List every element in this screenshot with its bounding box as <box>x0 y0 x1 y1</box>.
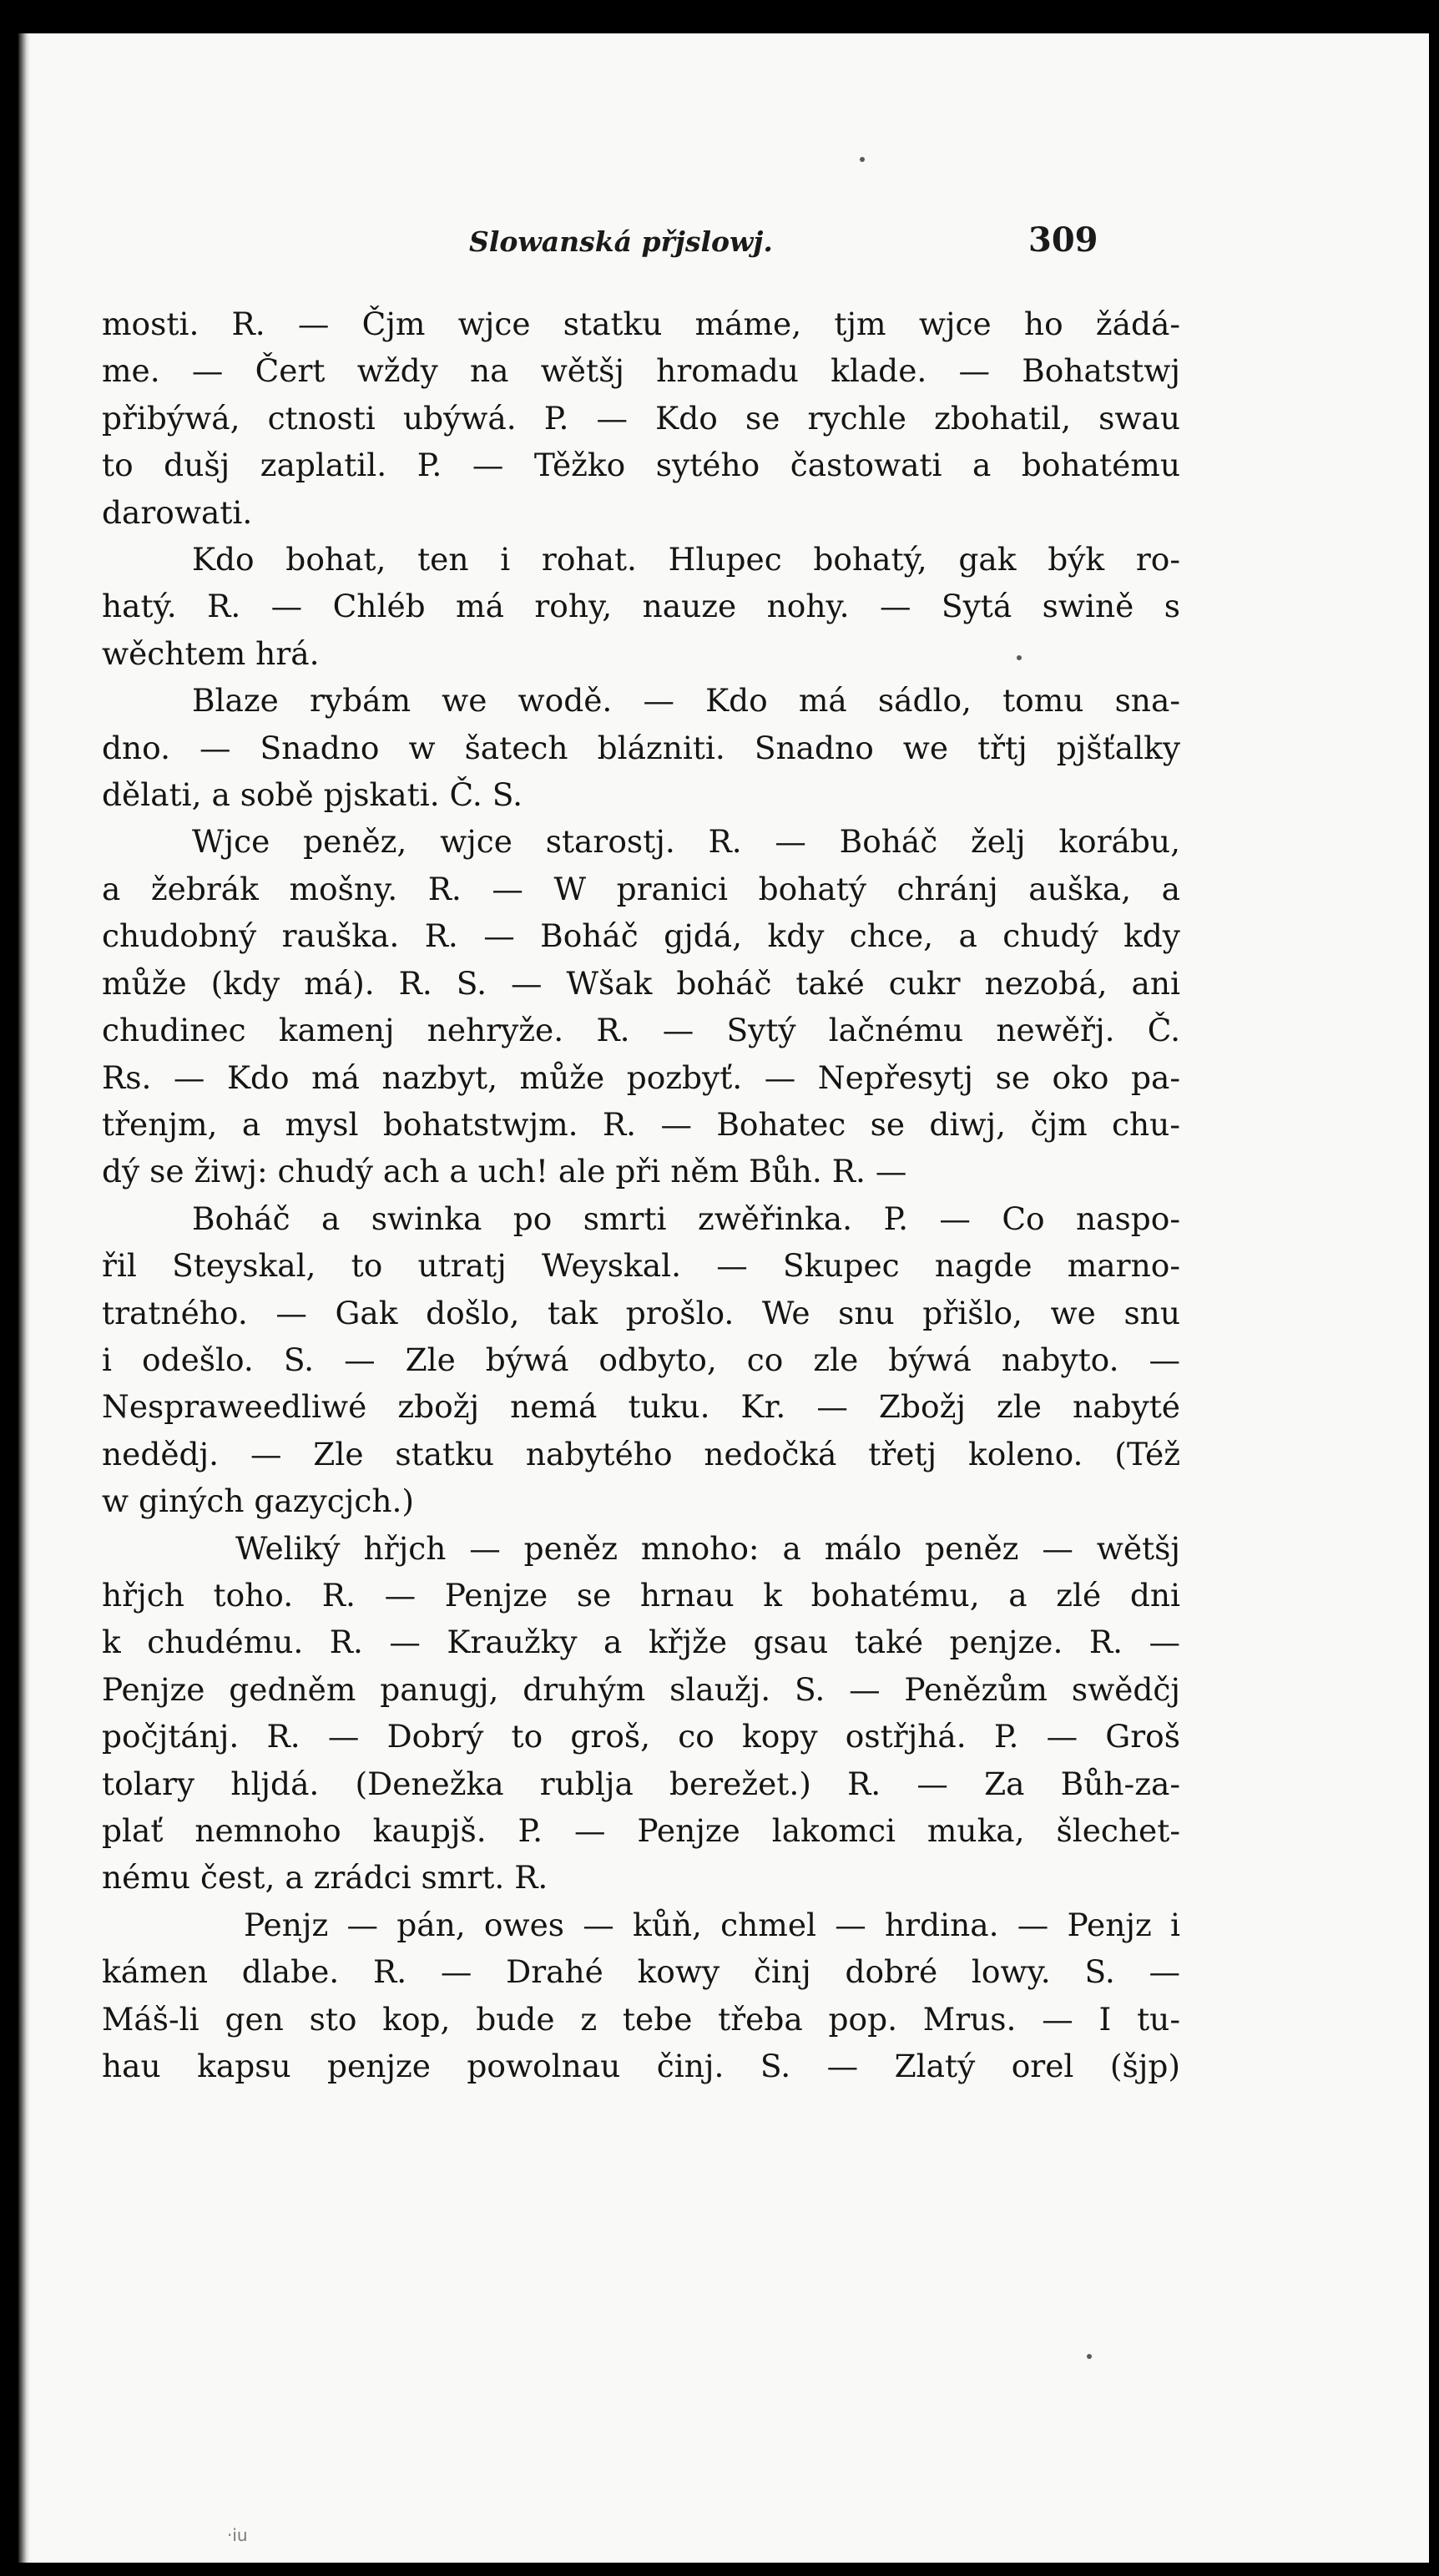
text-line: a žebrák mošny. R. — W pranici bohatý chránj auška, a <box>102 870 1180 907</box>
body-text <box>102 301 1180 2089</box>
text-line: Blaze rybám we wodě. — Kdo má sádlo, tomu sna- <box>192 682 1180 720</box>
text-line: Wjce peněz, wjce starostj. R. — Boháč želj korábu, <box>192 823 1180 861</box>
print-speck <box>860 157 865 162</box>
text-line: Penjze gedněm panugj, druhým slaužj. S. — Penězům swědčj <box>102 1670 1180 1708</box>
text-line: mosti. R. — Čjm wjce statku máme, tjm wjce ho žádá- <box>102 306 1180 342</box>
text-line: tolary hljdá. (Denežka rublja berežet.) R. — Za Bůh-za- <box>102 1765 1180 1802</box>
print-speck <box>1017 655 1022 660</box>
text-line: w giných gazycjch.) <box>102 1482 415 1520</box>
text-line: kámen dlabe. R. — Drahé kowy činj dobré lowy. S. — <box>102 1953 1180 1991</box>
text-line: chudobný rauška. R. — Boháč gjdá, kdy chce, a chudý kdy <box>102 917 1180 955</box>
book-page <box>18 33 1429 2563</box>
text-line: plať nemnoho kaupjš. P. — Penjze lakomci muka, šlechet- <box>102 1812 1180 1849</box>
text-line: přibýwá, ctnosti ubýwá. P. — Kdo se rychle zbohatil, swau <box>102 399 1180 437</box>
text-line: i odešlo. S. — Zle býwá odbyto, co zle býwá nabyto. — <box>102 1341 1180 1378</box>
text-line: Penjz — pán, owes — kůň, chmel — hrdina. — Penjz i <box>244 1906 1180 1943</box>
text-line: Kdo bohat, ten i rohat. Hlupec bohatý, gak býk ro- <box>192 541 1180 578</box>
page-header <box>18 209 1429 267</box>
text-line: nému čest, a zrádci smrt. R. <box>102 1859 548 1897</box>
print-speck <box>1087 2354 1092 2359</box>
text-line: počjtánj. R. — Dobrý to groš, co kopy ostřjhá. P. — Groš <box>102 1718 1180 1755</box>
text-line: třenjm, a mysl bohatstwjm. R. — Bohatec se diwj, čjm chu- <box>102 1105 1180 1143</box>
text-line: wěchtem hrá. <box>102 634 320 672</box>
text-line: Weliký hřjch — peněz mnoho: a málo peněz — wětšj <box>235 1529 1180 1567</box>
text-line: nedědj. — Zle statku nabytého nedočká třetj koleno. (Též <box>102 1435 1180 1472</box>
text-line: hřjch toho. R. — Penjze se hrnau k bohatému, a zlé dni <box>102 1576 1180 1614</box>
text-line: dno. — Snadno w šatech blázniti. Snadno we třtj pjšťalky <box>102 729 1180 766</box>
bottom-mark: ·iu <box>227 2525 248 2545</box>
text-line: k chudému. R. — Kraužky a křjže gsau také penjze. R. — <box>102 1624 1180 1661</box>
text-line: dělati, a sobě pjskati. Č. S. <box>102 776 523 814</box>
text-line: Rs. — Kdo má nazbyt, může pozbyť. — Nepřesytj se oko pa- <box>102 1058 1180 1096</box>
text-line: Máš-li gen sto kop, bude z tebe třeba pop. Mrus. — I tu- <box>102 2000 1180 2038</box>
text-line: Boháč a swinka po smrti zwěřinka. P. — Co naspo- <box>192 1200 1180 1237</box>
text-line: řil Steyskal, to utratj Weyskal. — Skupec nagde marno- <box>102 1247 1180 1285</box>
text-line: hau kapsu penjze powolnau činj. S. — Zlatý orel (šjp) <box>102 2048 1180 2085</box>
running-title: Slowanská přjslowj. <box>469 225 773 258</box>
page-number: 309 <box>1028 220 1098 260</box>
text-line: darowati. <box>102 493 253 531</box>
text-line: me. — Čert wždy na wětšj hromadu klade. — Bohatstwj <box>102 352 1180 390</box>
text-line: dý se žiwj: chudý ach a uch! ale při něm Bůh. R. — <box>102 1153 907 1190</box>
text-line: to dušj zaplatil. P. — Těžko sytého častowati a bohatému <box>102 447 1180 484</box>
text-line: hatý. R. — Chléb má rohy, nauze nohy. — Sytá swině s <box>102 588 1180 625</box>
text-line: chudinec kamenj nehryže. R. — Sytý lačnému newěřj. Č. <box>102 1012 1180 1049</box>
text-line: Nespraweedliwé zbožj nemá tuku. Kr. — Zbožj zle nabyté <box>102 1388 1180 1426</box>
spine-shadow <box>18 33 30 2563</box>
text-line: tratného. — Gak došlo, tak prošlo. We snu přišlo, we snu <box>102 1294 1180 1331</box>
text-line: může (kdy má). R. S. — Wšak boháč také cukr nezobá, ani <box>102 964 1180 1002</box>
